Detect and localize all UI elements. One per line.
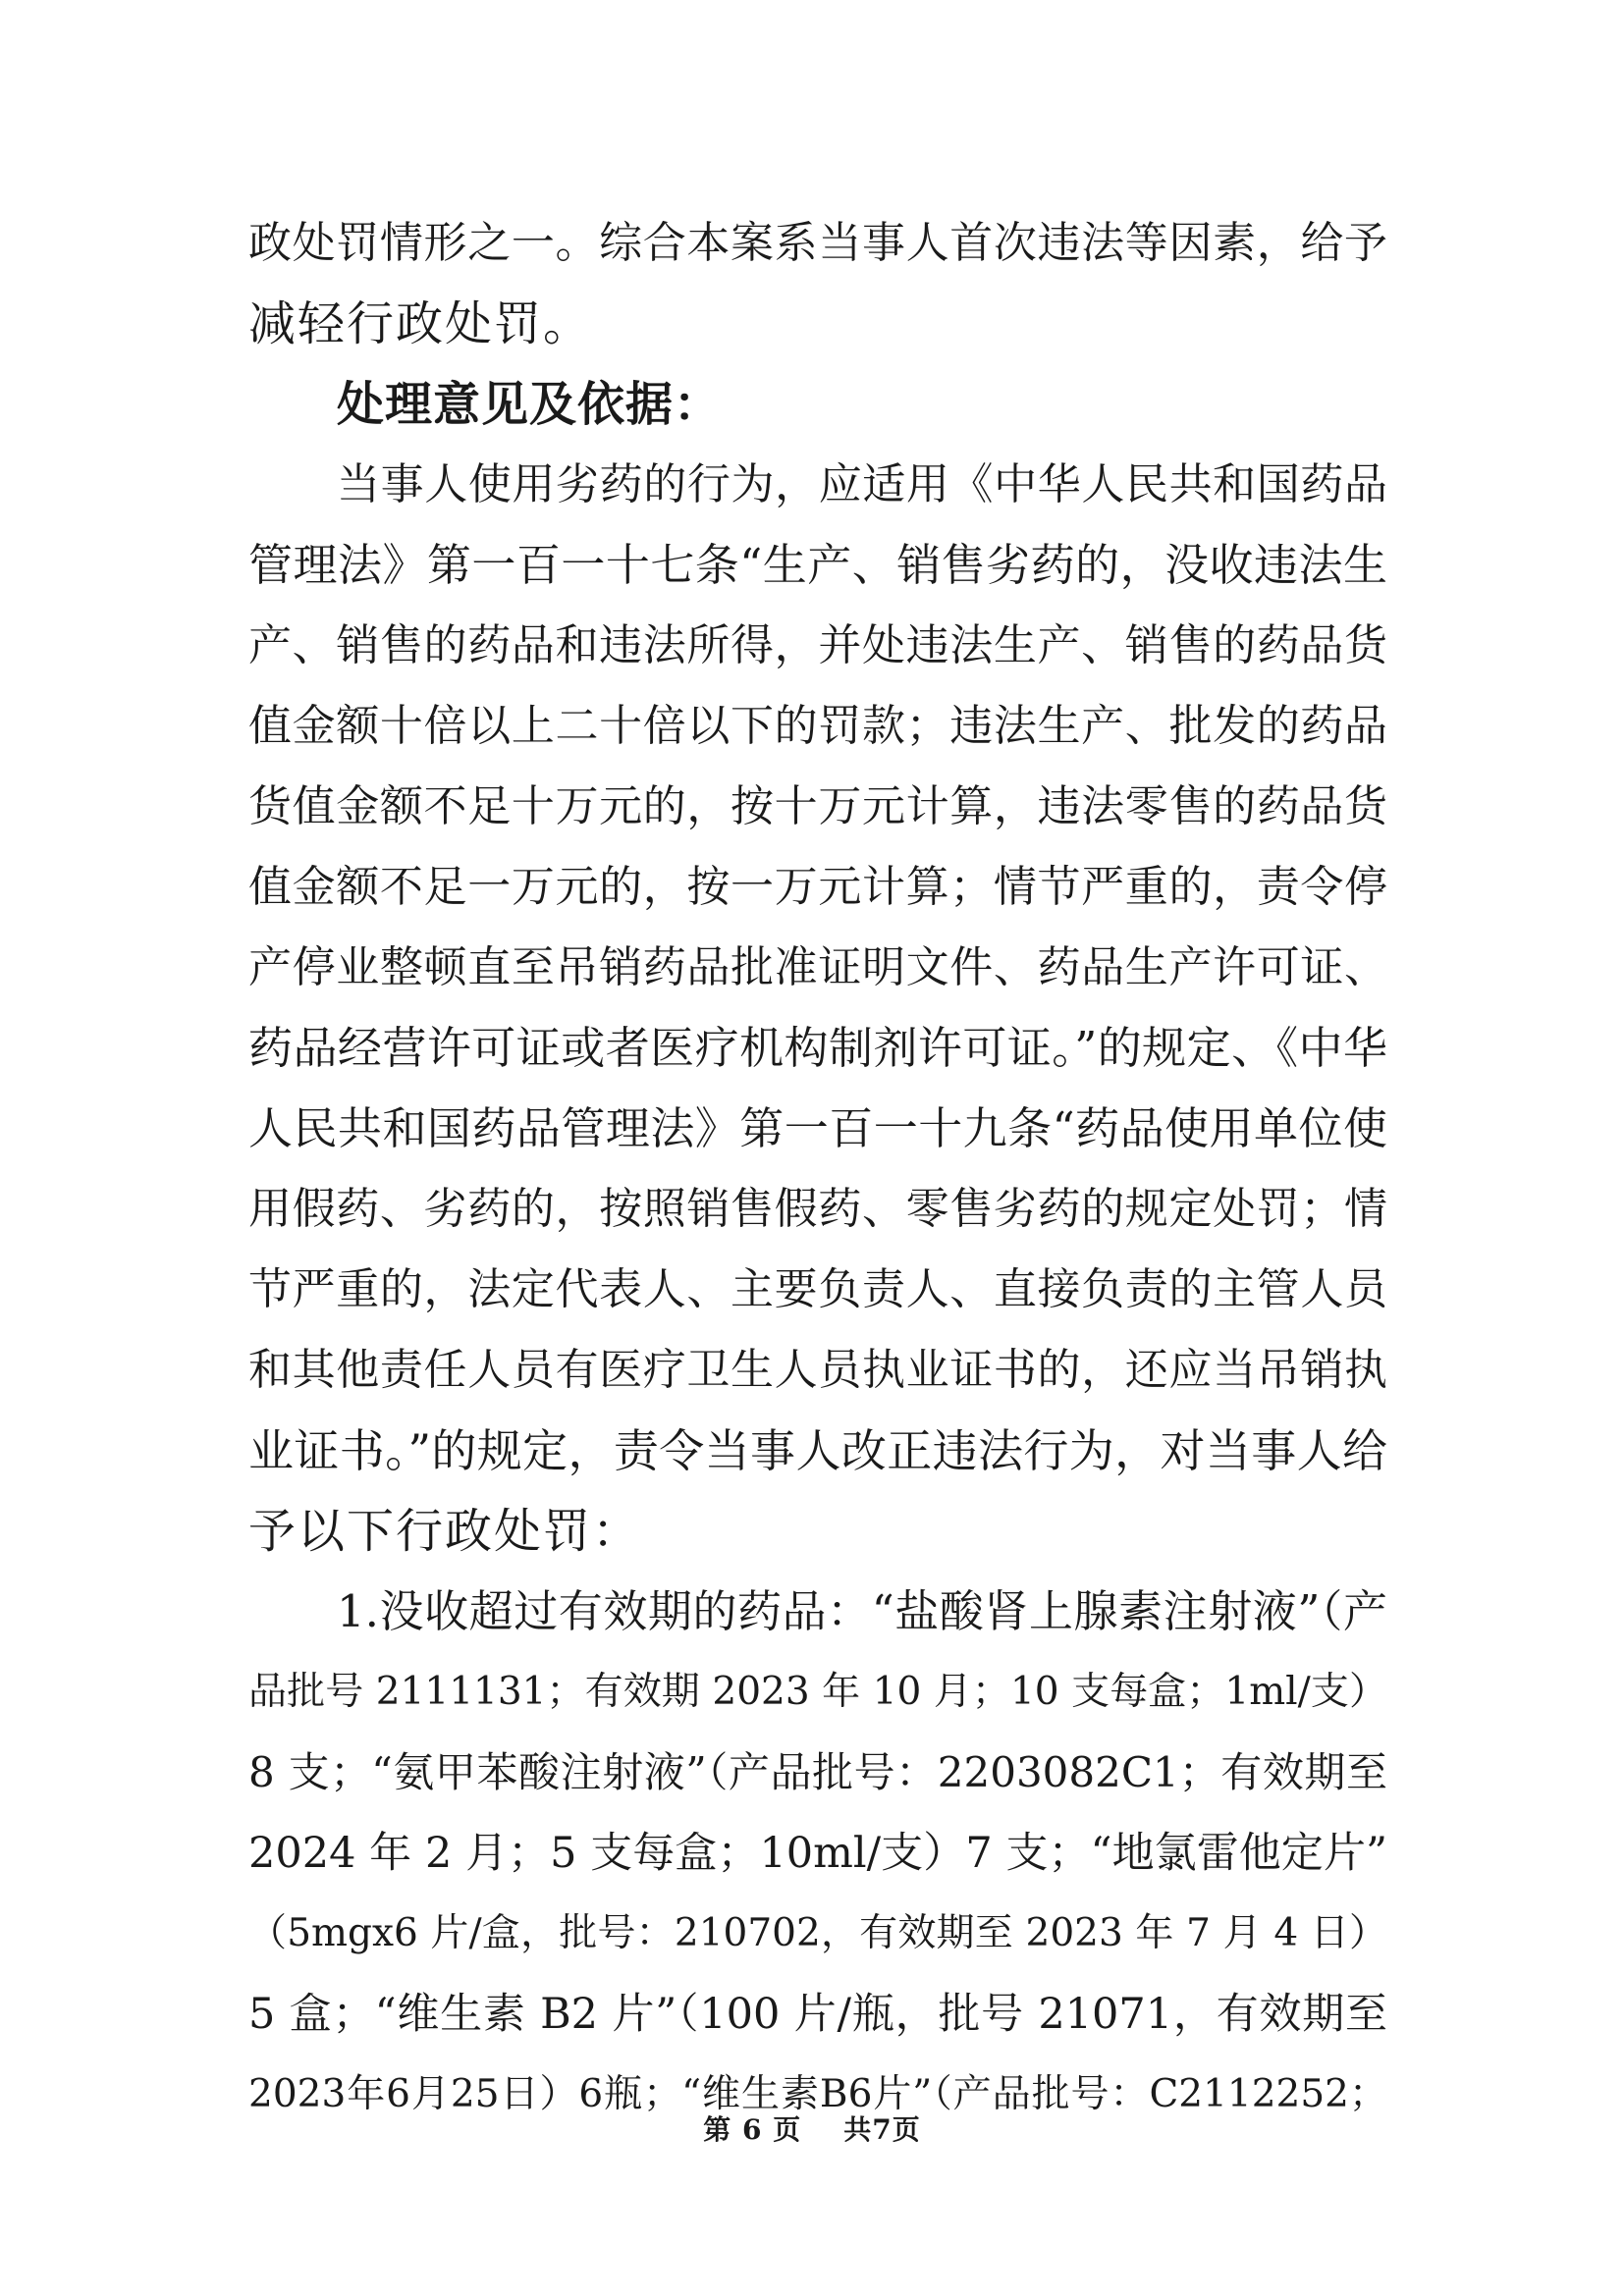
body-line: 药品经营许可证或者医疗机构制剂许可证。”的规定、《中华 [248, 1022, 1387, 1074]
body-line: 予以下行政处罚： [248, 1504, 642, 1559]
body-line: 人民共和国药品管理法》第一百一十九条“药品使用单位使 [248, 1102, 1387, 1154]
body-line: 值金额不足一万元的，按一万元计算；情节严重的，责令停 [248, 862, 1387, 912]
body-line: 用假药、劣药的，按照销售假药、零售劣药的规定处罚；情 [248, 1184, 1387, 1234]
body-line: 和其他责任人员有医疗卫生人员执业证书的，还应当吊销执 [248, 1345, 1387, 1395]
body-line: 2023年6月25日）6瓶；“维生素B6片”（产品批号：C2112252； [248, 2072, 1387, 2116]
body-line: 节严重的，法定代表人、主要负责人、直接负责的主管人员 [248, 1264, 1387, 1314]
total-pages: 共7页 [843, 2113, 921, 2146]
body-line: 产停业整顿直至吊销药品批准证明文件、药品生产许可证、 [248, 942, 1387, 992]
body-line: 政处罚情形之一。综合本案系当事人首次违法等因素，给予 [248, 218, 1387, 268]
body-line: 品批号 2111131；有效期 2023 年 10 月；10 支每盒；1ml/支） [248, 1670, 1387, 1714]
body-line: 2024 年 2 月；5 支每盒；10ml/支）7 支；“地氯雷他定片” [248, 1829, 1387, 1878]
section-heading: 处理意见及依据： [337, 377, 723, 432]
body-line: 当事人使用劣药的行为，应适用《中华人民共和国药品 [337, 459, 1387, 509]
body-line: 管理法》第一百一十七条“生产、销售劣药的，没收违法生 [248, 539, 1387, 591]
body-line: 减轻行政处罚。 [248, 296, 593, 351]
page-number: 第 6 页 [703, 2113, 802, 2146]
page-footer [0, 2110, 1624, 2150]
body-line: （5mgx6 片/盒，批号：210702，有效期至 2023 年 7 月 4 日） [248, 1911, 1387, 1955]
body-line: 货值金额不足十万元的，按十万元计算，违法零售的药品货 [248, 781, 1387, 831]
body-line: 业证书。”的规定，责令当事人改正违法行为，对当事人给 [248, 1424, 1387, 1477]
body-line: 产、销售的药品和违法所得，并处违法生产、销售的药品货 [248, 620, 1387, 670]
body-line: 1.没收超过有效期的药品：“盐酸肾上腺素注射液”（产 [337, 1585, 1387, 1637]
body-line: 8 支；“氨甲苯酸注射液”（产品批号：2203082C1；有效期至 [248, 1748, 1387, 1796]
body-line: 5 盒；“维生素 B2 片”（100 片/瓶，批号 21071，有效期至 [248, 1990, 1387, 2039]
body-line: 值金额十倍以上二十倍以下的罚款；违法生产、批发的药品 [248, 701, 1387, 751]
